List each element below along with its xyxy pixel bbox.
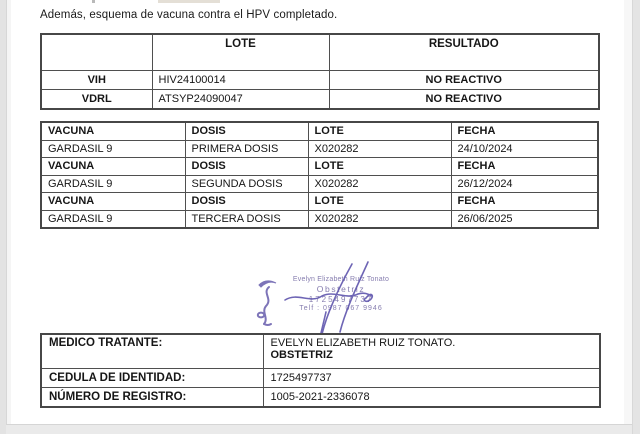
stamp-phone: Telf : 0987 067 9946 xyxy=(299,305,383,312)
lab-header-lote: LOTE xyxy=(152,34,329,71)
vaccine-table xyxy=(40,121,599,229)
physician-label: NÚMERO DE REGISTRO: xyxy=(41,388,263,408)
vaccine-name: GARDASIL 9 xyxy=(41,175,185,193)
lab-result-value: NO REACTIVO xyxy=(329,90,599,110)
lab-header-empty xyxy=(41,34,152,71)
table-row xyxy=(41,140,598,158)
table-row xyxy=(41,210,598,228)
vaccine-name: GARDASIL 9 xyxy=(41,140,185,158)
scan-artifact xyxy=(158,0,220,3)
scan-artifact-tick xyxy=(92,0,95,3)
physician-value xyxy=(263,334,600,369)
vaccine-header-vacuna: VACUNA xyxy=(41,122,185,140)
physician-registry: 1005-2021-2336078 xyxy=(263,388,600,408)
doctor-stamp xyxy=(250,268,402,334)
vaccine-dose: TERCERA DOSIS xyxy=(185,210,308,228)
intro-text: Además, esquema de vacuna contra el HPV completado. xyxy=(40,9,338,21)
table-row xyxy=(41,71,599,90)
page-edge-bottom xyxy=(6,424,632,434)
vaccine-dose: PRIMERA DOSIS xyxy=(185,140,308,158)
lab-results-table xyxy=(40,33,600,110)
vaccine-header-lote: LOTE xyxy=(308,158,451,176)
vaccine-lote: X020282 xyxy=(308,175,451,193)
vaccine-date: 26/06/2025 xyxy=(451,210,598,228)
physician-name: EVELYN ELIZABETH RUIZ TONATO. xyxy=(270,337,456,349)
vaccine-header-lote: LOTE xyxy=(308,122,451,140)
vaccine-header-dosis: DOSIS xyxy=(185,122,308,140)
lab-table-header-row xyxy=(41,34,599,71)
vaccine-header-row xyxy=(41,122,598,140)
lab-test-name: VIH xyxy=(41,71,152,90)
vaccine-date: 24/10/2024 xyxy=(451,140,598,158)
physician-label: CEDULA DE IDENTIDAD: xyxy=(41,369,263,388)
vaccine-lote: X020282 xyxy=(308,210,451,228)
vaccine-lote: X020282 xyxy=(308,140,451,158)
lab-result-value: NO REACTIVO xyxy=(329,71,599,90)
table-row xyxy=(41,90,599,110)
physician-label: MEDICO TRATANTE: xyxy=(41,334,263,369)
lab-lote-value: HIV24100014 xyxy=(152,71,329,90)
physician-info-table xyxy=(40,333,601,408)
stamp-title: Obstetriz xyxy=(316,284,366,294)
table-row xyxy=(41,369,600,388)
lab-lote-value: ATSYP24090047 xyxy=(152,90,329,110)
vaccine-dose: SEGUNDA DOSIS xyxy=(185,175,308,193)
lab-header-resultado: RESULTADO xyxy=(329,34,599,71)
vaccine-header-dosis: DOSIS xyxy=(185,158,308,176)
stamp-id-number: 1725497737 xyxy=(308,295,374,304)
vaccine-header-vacuna: VACUNA xyxy=(41,158,185,176)
table-row xyxy=(41,334,600,369)
physician-title: OBSTETRIZ xyxy=(270,349,333,361)
vaccine-header-row xyxy=(41,158,598,176)
table-row xyxy=(41,388,600,408)
vaccine-header-lote: LOTE xyxy=(308,193,451,211)
page-edge-left-inner xyxy=(7,0,11,434)
vaccine-header-dosis: DOSIS xyxy=(185,193,308,211)
physician-id: 1725497737 xyxy=(263,369,600,388)
page-edge-left xyxy=(0,0,7,434)
page-edge-right xyxy=(632,0,640,434)
vaccine-header-fecha: FECHA xyxy=(451,122,598,140)
page-edge-right-inner xyxy=(624,0,632,434)
vaccine-header-vacuna: VACUNA xyxy=(41,193,185,211)
vaccine-name: GARDASIL 9 xyxy=(41,210,185,228)
vaccine-header-row xyxy=(41,193,598,211)
table-row xyxy=(41,175,598,193)
lab-test-name: VDRL xyxy=(41,90,152,110)
stamp-doctor-name: Evelyn Elizabeth Ruiz Tonato xyxy=(292,276,390,283)
vaccine-date: 26/12/2024 xyxy=(451,175,598,193)
vaccine-header-fecha: FECHA xyxy=(451,193,598,211)
vaccine-header-fecha: FECHA xyxy=(451,158,598,176)
